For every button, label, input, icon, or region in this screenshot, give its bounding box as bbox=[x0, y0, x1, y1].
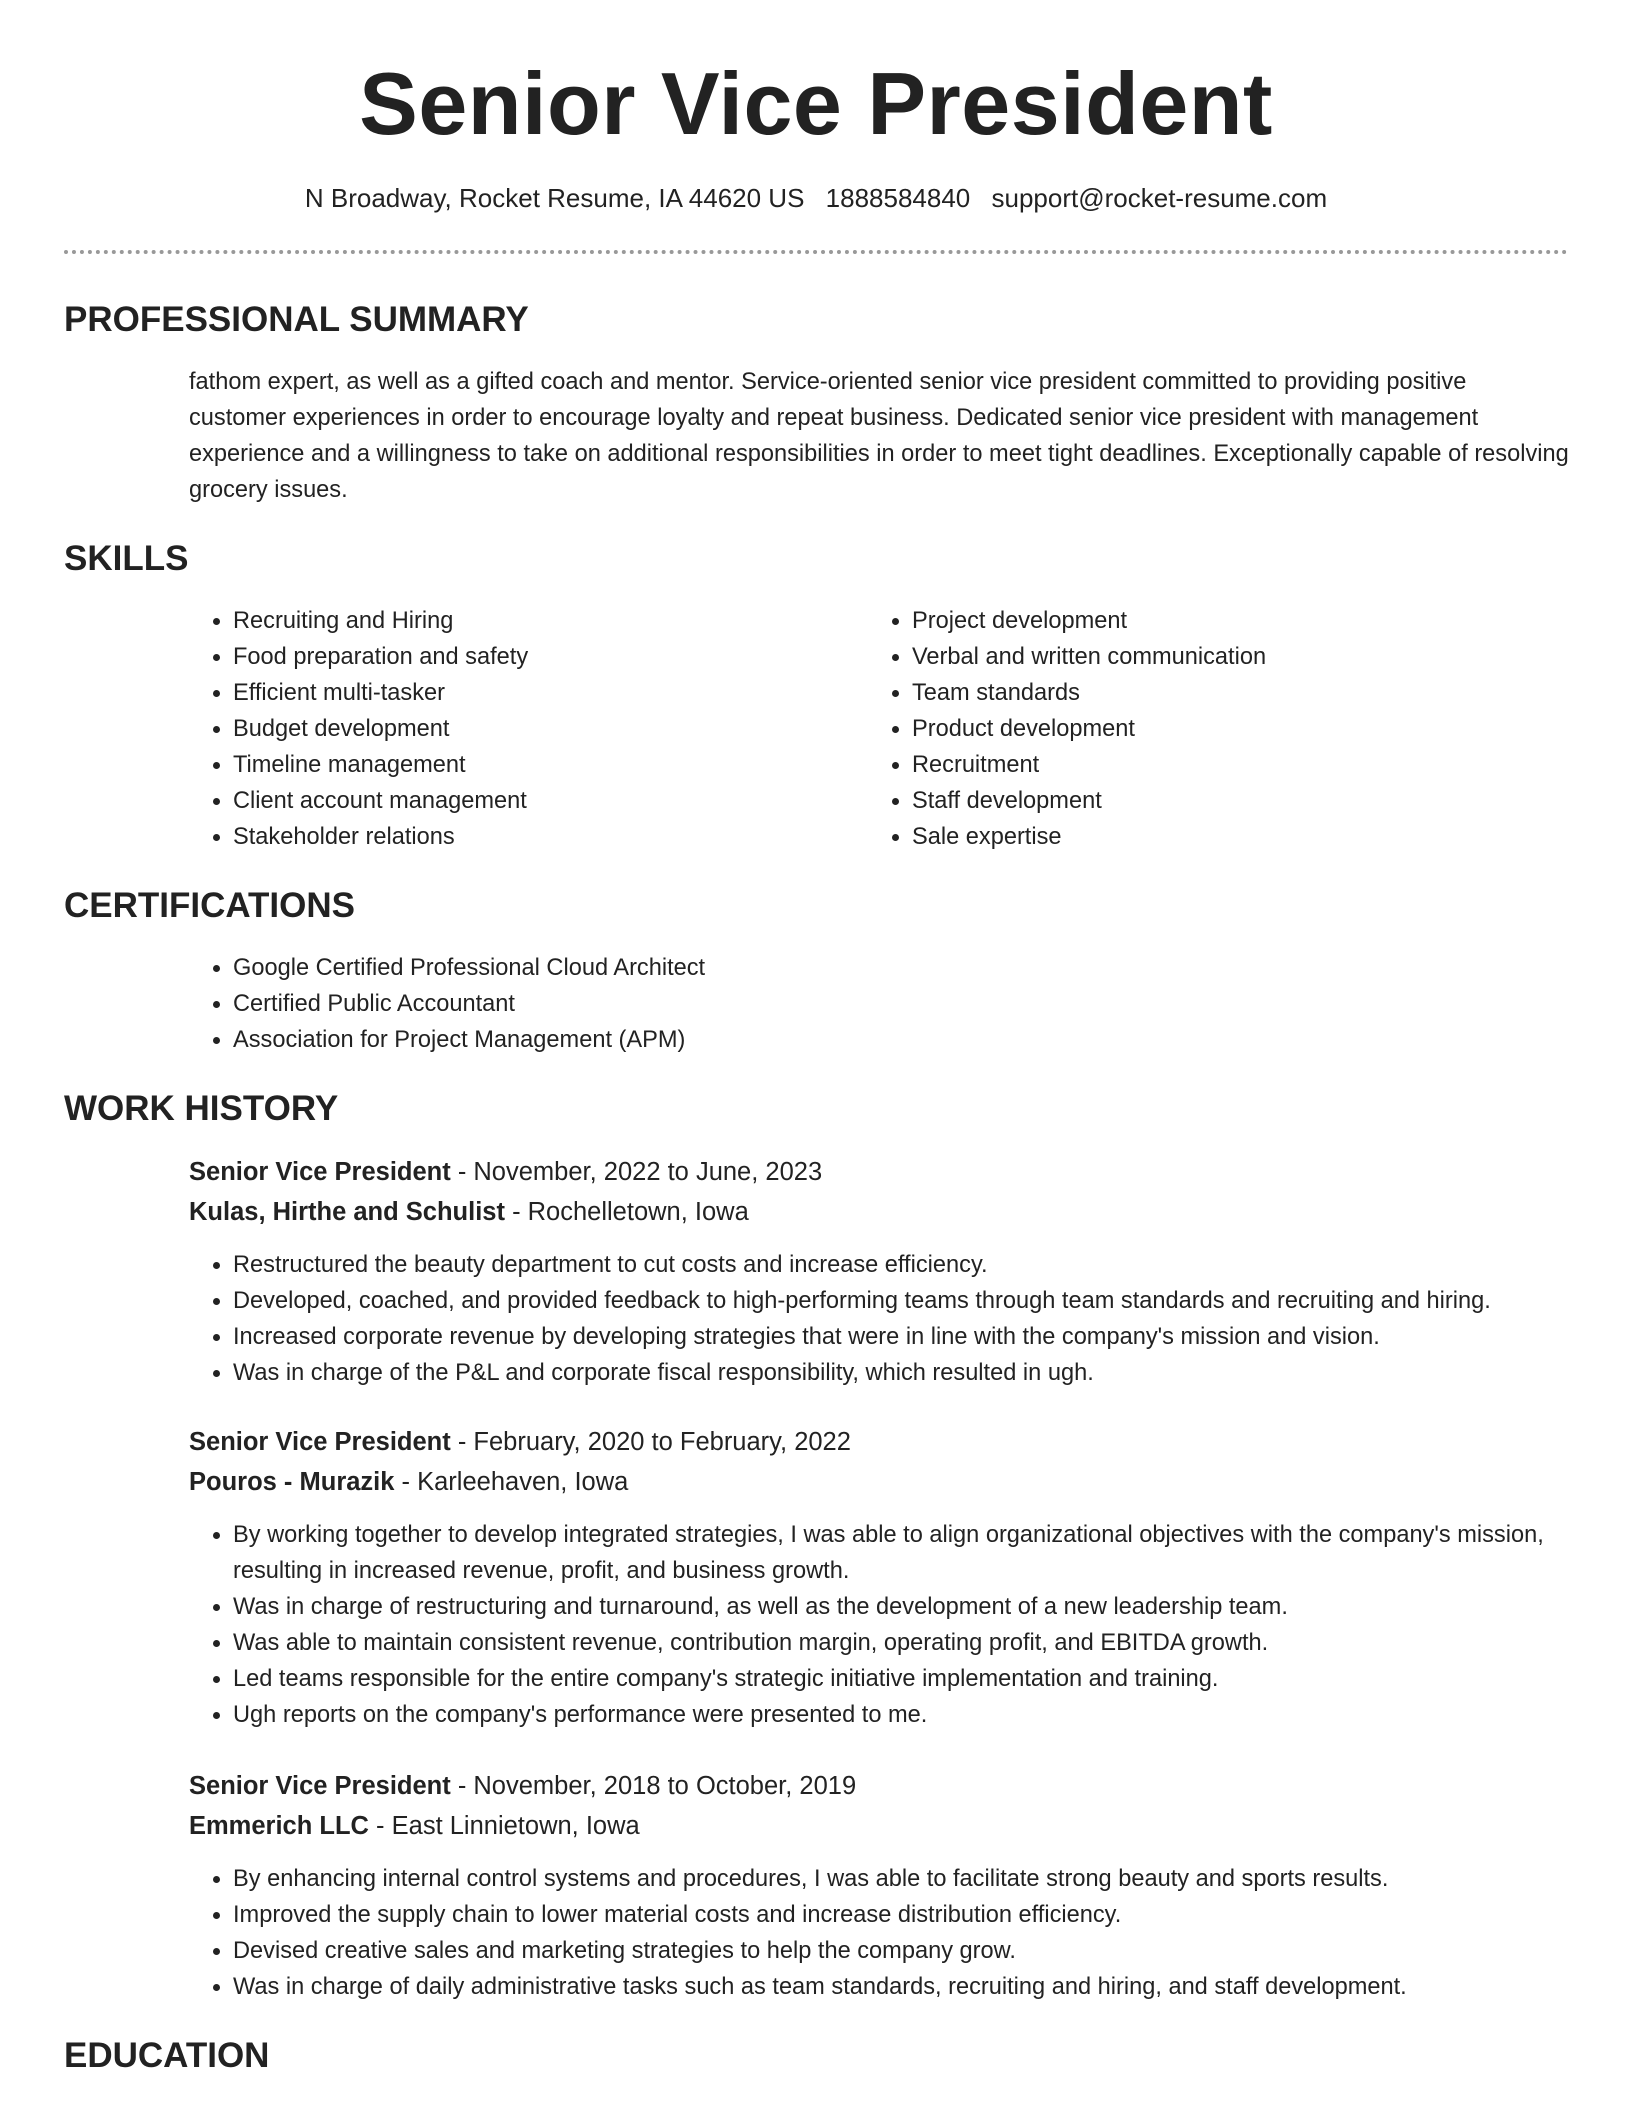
job-bullets bbox=[189, 1861, 1632, 2005]
job-title-line bbox=[189, 1766, 856, 1806]
job-bullet: • Was in charge of restructuring and turnaround, as well as the development of a new leadership team. bbox=[233, 1589, 1573, 1625]
job-dates: - February, 2020 to February, 2022 bbox=[450, 1428, 851, 1456]
skill-item: • Client account management bbox=[233, 783, 833, 819]
job-dates: - November, 2018 to October, 2019 bbox=[450, 1772, 857, 1800]
header-divider bbox=[64, 250, 1568, 254]
job-bullet: • Was able to maintain consistent revenue, contribution margin, operating profit, and EBITDA growth. bbox=[233, 1625, 1573, 1661]
certification-item: • Association for Project Management (APM) bbox=[233, 1022, 1533, 1058]
section-title-summary: PROFESSIONAL SUMMARY bbox=[64, 300, 529, 339]
job-company: Kulas, Hirthe and Schulist bbox=[189, 1198, 505, 1226]
contact-line bbox=[0, 180, 1632, 216]
job-company: Emmerich LLC bbox=[189, 1812, 369, 1840]
contact-address: N Broadway, Rocket Resume, IA 44620 US bbox=[304, 183, 805, 213]
certification-item: • Google Certified Professional Cloud Architect bbox=[233, 950, 1533, 986]
job-bullet: • By enhancing internal control systems and procedures, I was able to facilitate strong beauty and sports results. bbox=[233, 1861, 1632, 1897]
skill-item: • Recruitment bbox=[912, 747, 1552, 783]
job-dates: - November, 2022 to June, 2023 bbox=[450, 1158, 823, 1186]
job-company-line bbox=[189, 1806, 640, 1846]
skill-item: • Recruiting and Hiring bbox=[233, 603, 833, 639]
job-company-line bbox=[189, 1192, 749, 1232]
job-bullet: • Improved the supply chain to lower material costs and increase distribution efficiency. bbox=[233, 1897, 1632, 1933]
job-bullet: • Was in charge of the P&L and corporate fiscal responsibility, which resulted in ugh. bbox=[233, 1355, 1632, 1391]
skill-item: • Product development bbox=[912, 711, 1552, 747]
skills-list-left bbox=[189, 603, 833, 855]
job-bullet: • Ugh reports on the company's performance were presented to me. bbox=[233, 1697, 1573, 1733]
job-bullet: • Devised creative sales and marketing strategies to help the company grow. bbox=[233, 1933, 1632, 1969]
job-company: Pouros - Murazik bbox=[189, 1468, 395, 1496]
job-bullets bbox=[189, 1247, 1632, 1391]
job-bullet: • Was in charge of daily administrative tasks such as team standards, recruiting and hiring, and staff development. bbox=[233, 1969, 1632, 2005]
job-location: - Rochelletown, Iowa bbox=[504, 1198, 749, 1226]
job-bullet: • By working together to develop integrated strategies, I was able to align organizational objectives with the company's mission, resulting in increased revenue, profit, and business growth. bbox=[233, 1517, 1573, 1589]
skills-list-right bbox=[868, 603, 1552, 855]
job-bullet: • Led teams responsible for the entire company's strategic initiative implementation and training. bbox=[233, 1661, 1573, 1697]
summary-text: fathom expert, as well as a gifted coach and mentor. Service-oriented senior vice president committed to providing positive customer experiences in order to encourage loyalty and repeat business. Dedicated senior vice president with management experience and a willingness to take on additional responsibilities in order to meet tight deadlines. Exceptionally capable of resolving grocery issues. bbox=[189, 369, 1569, 503]
certification-item: • Certified Public Accountant bbox=[233, 986, 1533, 1022]
skill-item: • Efficient multi-tasker bbox=[233, 675, 833, 711]
certifications-list bbox=[189, 950, 1533, 1058]
section-title-certifications: CERTIFICATIONS bbox=[64, 886, 356, 925]
job-title: Senior Vice President bbox=[189, 1158, 451, 1186]
skill-item: • Budget development bbox=[233, 711, 833, 747]
section-title-education: EDUCATION bbox=[64, 2036, 270, 2075]
skill-item: • Timeline management bbox=[233, 747, 833, 783]
skill-item: • Staff development bbox=[912, 783, 1552, 819]
contact-email[interactable]: support@rocket-resume.com bbox=[991, 183, 1328, 213]
skill-item: • Project development bbox=[912, 603, 1552, 639]
skill-item: • Stakeholder relations bbox=[233, 819, 833, 855]
job-bullets bbox=[189, 1517, 1573, 1733]
job-company-line bbox=[189, 1462, 628, 1502]
skill-item: • Food preparation and safety bbox=[233, 639, 833, 675]
job-title-line bbox=[189, 1422, 851, 1462]
job-bullet: • Increased corporate revenue by developing strategies that were in line with the company's mission and vision. bbox=[233, 1319, 1632, 1355]
skill-item: • Verbal and written communication bbox=[912, 639, 1552, 675]
skill-item: • Team standards bbox=[912, 675, 1552, 711]
contact-phone[interactable]: 1888584840 bbox=[825, 183, 971, 213]
job-title: Senior Vice President bbox=[189, 1428, 451, 1456]
job-location: - East Linnietown, Iowa bbox=[368, 1812, 640, 1840]
section-title-skills: SKILLS bbox=[64, 539, 189, 578]
job-title: Senior Vice President bbox=[189, 1772, 451, 1800]
job-location: - Karleehaven, Iowa bbox=[394, 1468, 629, 1496]
job-bullet: • Developed, coached, and provided feedback to high-performing teams through team standards and recruiting and hiring. bbox=[233, 1283, 1632, 1319]
resume-name-title: Senior Vice President bbox=[359, 54, 1273, 153]
section-title-work-history: WORK HISTORY bbox=[64, 1089, 339, 1128]
job-title-line bbox=[189, 1152, 822, 1192]
job-bullet: • Restructured the beauty department to cut costs and increase efficiency. bbox=[233, 1247, 1632, 1283]
skill-item: • Sale expertise bbox=[912, 819, 1552, 855]
